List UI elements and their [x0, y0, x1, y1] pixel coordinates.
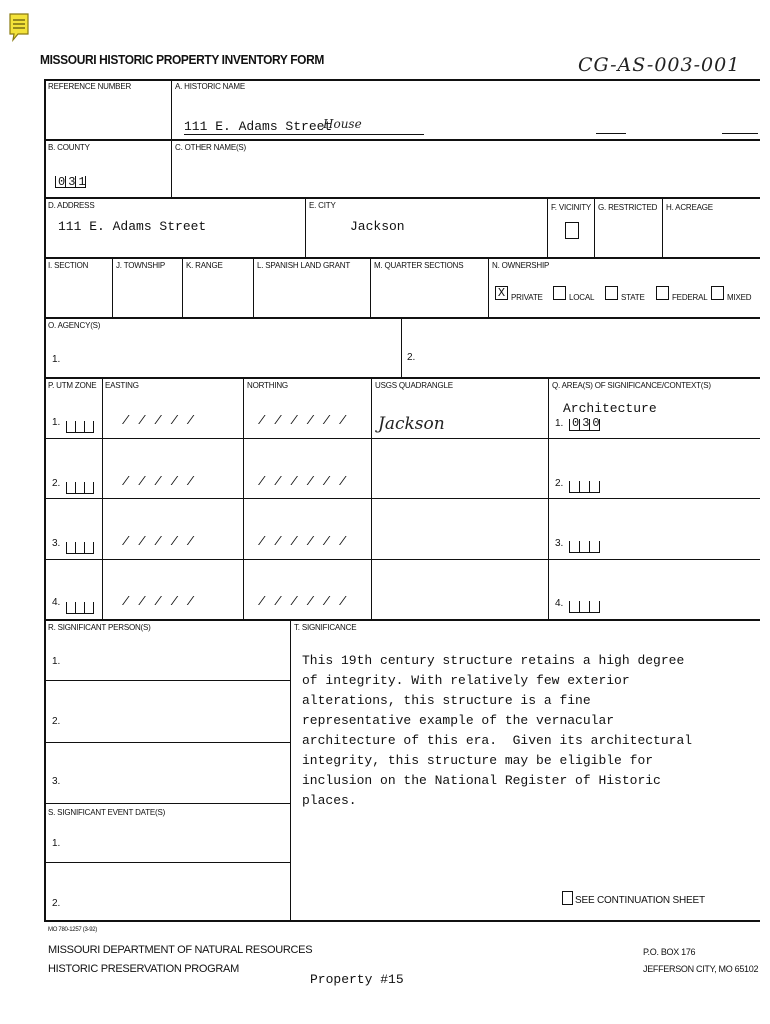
- utm-row-1-number: 1.: [52, 417, 61, 428]
- areas-of-significance-label: Q. AREA(S) OF SIGNIFICANCE/CONTEXT(S): [552, 381, 711, 390]
- significant-event-dates-label: S. SIGNIFICANT EVENT DATE(S): [48, 808, 166, 817]
- northing-slashes-3: //////: [258, 535, 356, 549]
- area-row-1-number: 1.: [555, 418, 564, 429]
- northing-label: NORTHING: [247, 381, 288, 390]
- rule-person-2: [44, 680, 290, 681]
- reference-number-label: REFERENCE NUMBER: [48, 82, 132, 91]
- historic-name-value: 111 E. Adams Street: [184, 119, 333, 134]
- significance-label: T. SIGNIFICANCE: [294, 623, 357, 632]
- div-spanish: [253, 257, 254, 317]
- area-code-boxes-4: [569, 601, 600, 613]
- div-acreage: [662, 197, 663, 257]
- rule-person-3: [44, 742, 290, 743]
- person-number-1: 1.: [52, 656, 61, 667]
- div-ownership: [488, 257, 489, 317]
- section-label: I. SECTION: [48, 261, 89, 270]
- historic-name-blank-2: [722, 133, 758, 134]
- see-continuation-sheet-label: SEE CONTINUATION SHEET: [575, 895, 705, 906]
- ownership-label: N. OWNERSHIP: [492, 261, 550, 270]
- significant-persons-label: R. SIGNIFICANT PERSON(S): [48, 623, 151, 632]
- ownership-federal-label: FEDERAL: [672, 293, 708, 302]
- po-box: P.O. BOX 176: [643, 947, 696, 957]
- city-value: Jackson: [350, 219, 405, 234]
- historic-name-label: A. HISTORIC NAME: [175, 82, 245, 91]
- address-label: D. ADDRESS: [48, 201, 95, 210]
- note-icon[interactable]: [8, 12, 30, 42]
- rule-utm-row4: [44, 559, 760, 560]
- div-township: [112, 257, 113, 317]
- agency-number-1: 1.: [52, 354, 61, 365]
- ownership-local-checkbox[interactable]: [553, 286, 566, 300]
- rule-agency: [44, 317, 760, 319]
- easting-slashes-2: /////: [122, 475, 204, 489]
- other-names-label: C. OTHER NAME(S): [175, 143, 247, 152]
- continuation-sheet-checkbox[interactable]: [562, 891, 573, 905]
- easting-label: EASTING: [105, 381, 139, 390]
- div-significance: [290, 619, 291, 920]
- div-easting: [102, 377, 103, 619]
- vicinity-checkbox[interactable]: [565, 222, 579, 239]
- quarter-sections-label: M. QUARTER SECTIONS: [374, 261, 464, 270]
- restricted-label: G. RESTRICTED: [598, 203, 658, 212]
- div-restricted: [594, 197, 595, 257]
- area-code-boxes-3: [569, 541, 600, 553]
- rule-top: [44, 79, 760, 81]
- county-code-boxes: [55, 176, 86, 188]
- significance-text: This 19th century structure retains a high degree of integrity. With relatively few exterior alterations, this structure is a fine representative example of the vernacular architecture of this era. Given its architectural integrity, this structure may be eligible for inclusion on the National Register of Historic places.: [302, 653, 693, 808]
- div-area: [548, 377, 549, 619]
- div-northing: [243, 377, 244, 619]
- rule-utm-row3: [44, 498, 760, 499]
- area-row-3-number: 3.: [555, 538, 564, 549]
- utm-row-3-number: 3.: [52, 538, 61, 549]
- agency-number-2: 2.: [407, 352, 416, 363]
- rule-bottom: [44, 920, 760, 922]
- historic-name-blank-1: [596, 133, 626, 134]
- rule-event-2: [44, 862, 290, 863]
- person-number-2: 2.: [52, 716, 61, 727]
- historic-name-handwritten: House: [323, 117, 362, 131]
- area-of-significance-1: Architecture: [563, 401, 657, 416]
- event-date-number-1: 1.: [52, 838, 61, 849]
- city-label: E. CITY: [309, 201, 336, 210]
- border-left: [44, 79, 46, 922]
- form-code: MO 780-1257 (3-92): [48, 927, 97, 933]
- ownership-mixed-checkbox[interactable]: [711, 286, 724, 300]
- usgs-quadrangle-label: USGS QUADRANGLE: [375, 381, 453, 390]
- program-name: HISTORIC PRESERVATION PROGRAM: [48, 963, 239, 975]
- utm-zone-boxes-4: [66, 602, 94, 614]
- div-range: [182, 257, 183, 317]
- div-quarter: [370, 257, 371, 317]
- easting-slashes-3: /////: [122, 535, 204, 549]
- northing-slashes-1: //////: [258, 414, 356, 428]
- address-value: 111 E. Adams Street: [58, 219, 207, 234]
- usgs-quadrangle-1: Jackson: [378, 414, 445, 434]
- northing-slashes-4: //////: [258, 595, 356, 609]
- event-date-number-2: 2.: [52, 898, 61, 909]
- property-number: Property #15: [310, 972, 404, 987]
- utm-zone-boxes-2: [66, 482, 94, 494]
- ownership-private-label: PRIVATE: [511, 293, 543, 302]
- ownership-federal-checkbox[interactable]: [656, 286, 669, 300]
- county-label: B. COUNTY: [48, 143, 90, 152]
- city-zip: JEFFERSON CITY, MO 65102: [643, 964, 759, 974]
- spanish-land-grant-label: L. SPANISH LAND GRANT: [257, 261, 351, 270]
- rule-section: [44, 257, 760, 259]
- ownership-mixed-label: MIXED: [727, 293, 752, 302]
- utm-zone-boxes-3: [66, 542, 94, 554]
- rule-utm-row2: [44, 438, 760, 439]
- div-agency2: [401, 317, 402, 377]
- div-ref: [171, 79, 172, 197]
- area-row-4-number: 4.: [555, 598, 564, 609]
- utm-zone-label: P. UTM ZONE: [48, 381, 97, 390]
- form-title: MISSOURI HISTORIC PROPERTY INVENTORY FORM: [40, 52, 324, 67]
- area-code-1: 030: [572, 416, 603, 430]
- acreage-label: H. ACREAGE: [666, 203, 713, 212]
- ownership-private-checkbox[interactable]: X: [495, 286, 508, 300]
- easting-slashes-4: /////: [122, 595, 204, 609]
- township-label: J. TOWNSHIP: [116, 261, 166, 270]
- utm-row-4-number: 4.: [52, 597, 61, 608]
- div-usgs: [371, 377, 372, 619]
- rule-address: [44, 197, 760, 199]
- ownership-state-label: STATE: [621, 293, 645, 302]
- rule-persons: [44, 619, 760, 621]
- northing-slashes-2: //////: [258, 475, 356, 489]
- div-city: [305, 197, 306, 257]
- rule-event: [44, 803, 290, 804]
- department-name: MISSOURI DEPARTMENT OF NATURAL RESOURCES: [48, 944, 313, 956]
- ownership-local-label: LOCAL: [569, 293, 595, 302]
- range-label: K. RANGE: [186, 261, 223, 270]
- historic-name-underline: [184, 134, 424, 135]
- rule-utm: [44, 377, 760, 379]
- utm-zone-boxes-1: [66, 421, 94, 433]
- person-number-3: 3.: [52, 776, 61, 787]
- ownership-state-checkbox[interactable]: [605, 286, 618, 300]
- area-row-2-number: 2.: [555, 478, 564, 489]
- inventory-number: CG-AS-003-001: [578, 54, 741, 76]
- utm-row-2-number: 2.: [52, 478, 61, 489]
- div-vicinity: [547, 197, 548, 257]
- area-code-boxes-1: [569, 419, 600, 431]
- vicinity-label: F. VICINITY: [551, 203, 592, 212]
- county-code: 031: [58, 175, 89, 189]
- agency-label: O. AGENCY(S): [48, 321, 101, 330]
- area-code-boxes-2: [569, 481, 600, 493]
- rule-county: [44, 139, 760, 141]
- easting-slashes-1: /////: [122, 414, 204, 428]
